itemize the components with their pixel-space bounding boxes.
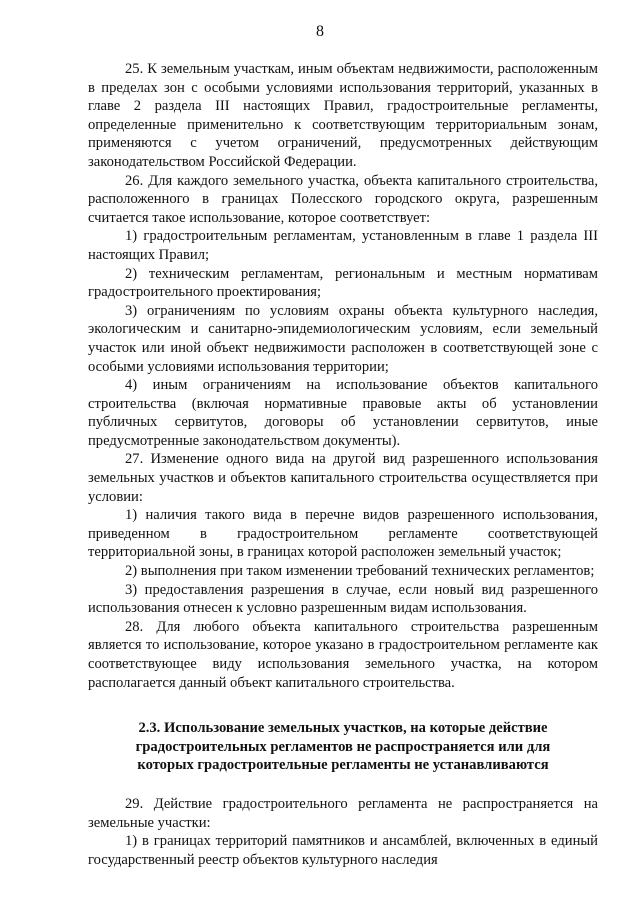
section-heading: 2.3. Использование земельных участков, на которые действие градостроительных регламентов не распространяется или для которых градостроительные регламенты не устанавливаются	[135, 720, 551, 774]
paragraph-29: 29. Действие градостроительного регламента не распространяется на земельные участки:	[88, 795, 598, 831]
paragraph-29-item-1: 1) в границах территорий памятников и ансамблей, включенных в единый государственный реестр объектов культурного наследия	[88, 833, 598, 868]
paragraph-26-item-1: 1) градостроительным регламентам, установленным в главе 1 раздела III настоящих Правил;	[88, 228, 598, 263]
paragraph-26-item-4: 4) иным ограничениям на использование объектов капитального строительства (включая нормативные правовые акты об установлении публичных сервитутов, договоры об установлении сервитутов, иные предусмотренные законодательством документы).	[88, 377, 598, 449]
paragraph-27-item-3: 3) предоставления разрешения в случае, если новый вид разрешенного использования отнесен к условно разрешенным видам использования.	[88, 581, 598, 617]
document-body	[88, 60, 598, 869]
paragraph-26: 26. Для каждого земельного участка, объекта капитального строительства, расположенного в границах Полесского городского округа, разрешенным считается такое использование, которое соответствует:	[88, 172, 598, 226]
paragraph-26-item-3: 3) ограничениям по условиям охраны объекта культурного наследия, экологическим и санитарно-эпидемиологическим условиям, если земельный участок или иной объект недвижимости расположен в соответствующей зоне с особыми условиями использования территории;	[88, 302, 598, 375]
paragraph-27-item-2: 2) выполнения при таком изменении требований технических регламентов;	[125, 563, 595, 580]
paragraph-28: 28. Для любого объекта капитального строительства разрешенным является то использование, которое указано в градостроительном регламенте как соответствующее виду использования земельного участка, на котором располагается данный объект капитального строительства.	[88, 618, 598, 691]
paragraph-25: 25. К земельным участкам, иным объектам недвижимости, расположенным в пределах зон с особыми условиями использования территорий, указанных в главе 2 раздела III настоящих Правил, градостроительные регламенты, определенные применительно к соответствующим территориальным зонам, применяются с учетом ограничений, предусмотренных действующим законодательством Российской Федерации.	[88, 61, 598, 170]
paragraph-27: 27. Изменение одного вида на другой вид разрешенного использования земельных участков и объектов капитального строительства осуществляется при условии:	[88, 451, 598, 505]
paragraph-27-item-1: 1) наличия такого вида в перечне видов разрешенного использования, приведенном в градостроительном регламенте соответствующей территориальной зоны, в границах которой расположен земельный участок;	[88, 507, 598, 561]
paragraph-26-item-2: 2) техническим регламентам, региональным и местным нормативам градостроительного проектирования;	[88, 265, 598, 301]
page-number: 8	[316, 23, 324, 40]
